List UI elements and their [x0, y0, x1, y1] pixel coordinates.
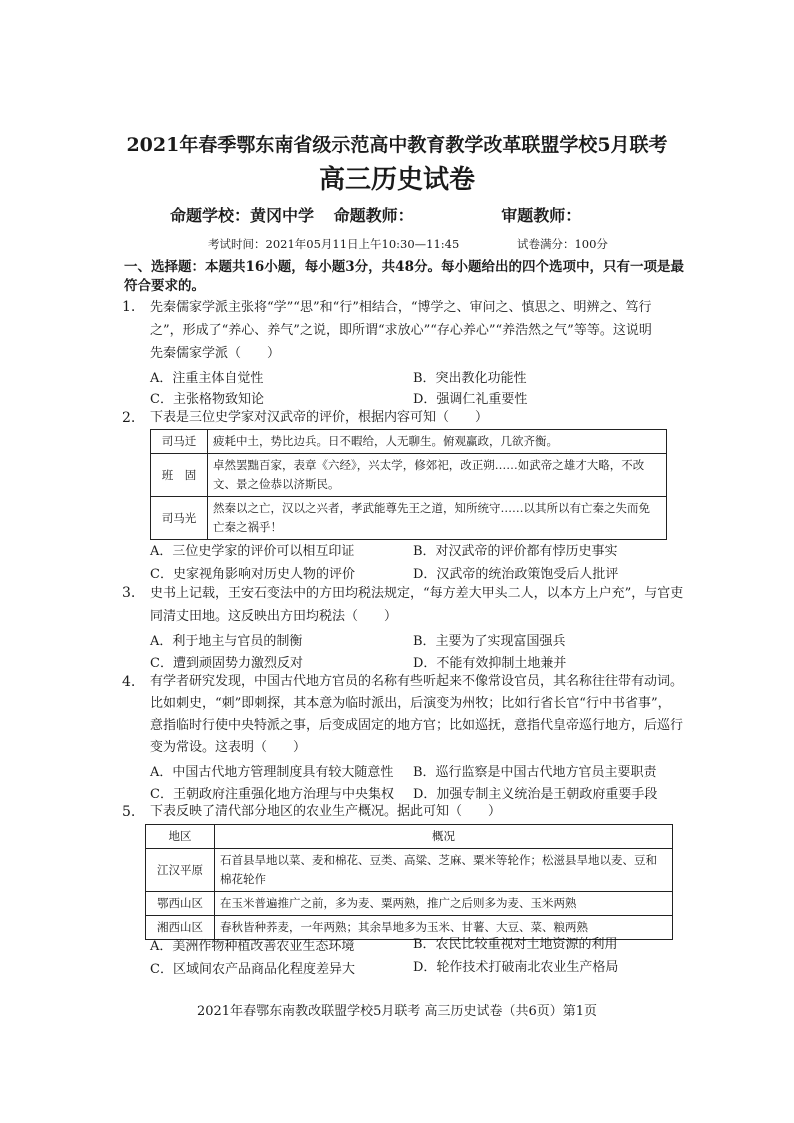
question-stem-line: 史书上记载，王安石变法中的方田均税法规定，“每方差大甲头二人，以本方上户充”，与官吏 [150, 586, 684, 601]
question-number: 4. [122, 674, 136, 690]
table-header-row [146, 825, 673, 849]
table-row [151, 454, 667, 497]
option-c: C．王朝政府注重强化地方治理与中央集权 [150, 787, 394, 802]
table-cell-name: 司马迁 [151, 430, 208, 454]
reviewer-label: 审题教师： [501, 206, 582, 225]
exam-time: 考试时间：2021年05月11日上午10:30—11:45 [208, 237, 460, 251]
author-teacher-label: 命题教师： [333, 206, 414, 225]
question-number: 2. [122, 410, 136, 426]
option-a: A．注重主体自觉性 [150, 371, 264, 386]
evaluation-table [150, 429, 667, 540]
question-stem-line: 下表反映了清代部分地区的农业生产概况。据此可知（ ） [150, 804, 502, 819]
section-heading: 一、选择题：本题共16小题，每小题3分，共48分。每小题给出的四个选项中，只有一项是最符合要求的。 [124, 259, 684, 294]
option-b: B．突出教化功能性 [413, 371, 527, 386]
column-header-region: 地区 [146, 825, 215, 849]
table-cell-text: 卓然罢黜百家，表章《六经》，兴太学，修郊祀，改正朔……如武帝之雄才大略，不改文、景之俭恭以济斯民。 [208, 454, 667, 497]
question-stem-line: 比如刺史，“刺”即刺探，其本意为临时派出，后演变为州牧；比如行省长官“行中书省事”， [150, 696, 671, 711]
question-number: 1. [122, 299, 136, 315]
option-a: A．三位史学家的评价可以相互印证 [150, 544, 355, 559]
table-cell-text: 春秋皆种荞麦，一年两熟；其余旱地多为玉米、甘薯、大豆、菜、粮两熟 [215, 916, 673, 940]
full-score: 试卷满分：100分 [516, 237, 608, 251]
option-c: C．主张格物致知论 [150, 392, 264, 407]
table-cell-name: 班 固 [151, 454, 208, 497]
option-b: B．对汉武帝的评价都有悖历史事实 [413, 544, 618, 559]
option-b: B．主要为了实现富国强兵 [413, 634, 566, 649]
question-stem-line: 之”，形成了“养心、养气”之说，即所谓“求放心”“存心养心”“养浩然之气”等等。这说明 [150, 323, 652, 338]
option-c: C．区域间农产品商品化程度差异大 [150, 962, 355, 977]
question-stem-line: 下表是三位史学家对汉武帝的评价，根据内容可知（ ） [150, 410, 489, 425]
author-line [170, 203, 643, 226]
option-d: D．不能有效抑制土地兼并 [413, 656, 567, 671]
option-d: D．强调仁礼重要性 [413, 392, 528, 407]
question-stem-line: 变为常设。这表明（ ） [150, 740, 307, 755]
option-d: D．加强专制主义统治是王朝政府重要手段 [413, 787, 658, 802]
option-c: C．遭到顽固势力激烈反对 [150, 656, 303, 671]
table-cell-text: 疲耗中土，势比边兵。日不暇给，人无聊生。俯观赢政，几欲齐衡。 [208, 430, 667, 454]
question-stem-line: 同清丈田地。这反映出方田均税法（ ） [150, 609, 398, 624]
table-row [151, 497, 667, 540]
table-cell-name: 江汉平原 [146, 849, 215, 892]
exam-title: 2021年春季鄂东南省级示范高中教育教学改革联盟学校5月联考 [126, 134, 668, 156]
table-cell-text: 然秦以之亡，汉以之兴者，孝武能尊先王之道，知所统守……以其所以有亡秦之失而免亡秦之祸乎！ [208, 497, 667, 540]
question-stem-line: 先秦儒家学派主张将“学”“思”和“行”相结合，“博学之、审问之、慎思之、明辨之、笃行 [150, 300, 652, 315]
question-stem-line: 先秦儒家学派（ ） [150, 346, 281, 361]
table-cell-text: 石首县旱地以菜、麦和棉花、豆类、高粱、芝麻、粟米等轮作；松滋县旱地以麦、豆和棉花轮作 [215, 849, 673, 892]
question-number: 3. [122, 585, 136, 601]
table-cell-name: 鄂西山区 [146, 892, 215, 916]
table-row [146, 849, 673, 892]
option-b: B．巡行监察是中国古代地方官员主要职责 [413, 765, 657, 780]
page-footer: 2021年春鄂东南教改联盟学校5月联考 高三历史试卷（共6页）第1页 [196, 1004, 598, 1019]
author-school: 命题学校：黄冈中学 [170, 206, 315, 225]
option-d: D．轮作技术打破南北农业生产格局 [413, 960, 619, 975]
table-row [146, 892, 673, 916]
agriculture-table [145, 824, 673, 940]
option-c: C．史家视角影响对历史人物的评价 [150, 567, 355, 582]
table-row [151, 430, 667, 454]
question-number: 5. [122, 804, 136, 820]
option-b: B．农民比较重视对土地资源的利用 [413, 937, 618, 952]
option-a: A．美洲作物种植改善农业生态环境 [150, 939, 355, 954]
question-stem-line: 意指临时行使中央特派之事，后变成固定的地方官；比如巡抚，意指代皇帝巡行地方，后巡行 [150, 718, 684, 733]
question-stem-line: 有学者研究发现，中国古代地方官员的名称有些听起来不像常设官员，其名称往往带有动词。 [150, 674, 684, 689]
option-a: A．中国古代地方管理制度具有较大随意性 [150, 765, 394, 780]
table-cell-text: 在玉米普遍推广之前，多为麦、粟两熟，推广之后则多为麦、玉米两熟 [215, 892, 673, 916]
option-d: D．汉武帝的统治政策饱受后人批评 [413, 567, 619, 582]
table-cell-name: 湘西山区 [146, 916, 215, 940]
column-header-desc: 概况 [215, 825, 673, 849]
table-cell-name: 司马光 [151, 497, 208, 540]
option-a: A．利于地主与官员的制衡 [150, 634, 303, 649]
exam-subtitle: 高三历史试卷 [318, 165, 475, 195]
exam-meta [208, 236, 618, 252]
